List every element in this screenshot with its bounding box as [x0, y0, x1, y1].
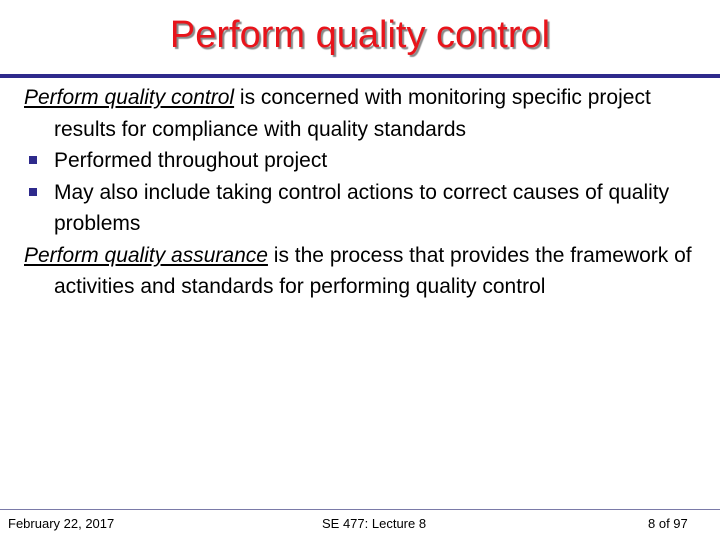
- title-divider: [0, 74, 720, 78]
- bullet-item: [24, 145, 694, 177]
- square-bullet-icon: [29, 156, 37, 164]
- definition-term: Perform quality control: [24, 86, 235, 109]
- definition-paragraph: [24, 82, 694, 145]
- footer-divider: [0, 509, 720, 510]
- footer-date: February 22, 2017: [8, 516, 115, 531]
- bullet-item: [24, 177, 694, 240]
- definition-paragraph: [24, 240, 694, 303]
- definition-text: is concerned with monitoring specific project results for compliance with quality standards: [54, 86, 651, 141]
- bullet-text: May also include taking control actions to correct causes of quality problems: [54, 180, 670, 235]
- slide-title: Perform quality control: [169, 14, 551, 56]
- bullet-text: Performed throughout project: [54, 149, 328, 172]
- square-bullet-icon: [29, 188, 37, 196]
- slide-body: [24, 82, 694, 303]
- footer-page-number: 8 of 97: [648, 516, 688, 531]
- footer-course: SE 477: Lecture 8: [322, 516, 427, 531]
- definition-term: Perform quality assurance: [24, 243, 268, 267]
- definition-text: is the process that provides the framework of activities and standards for performing quality control: [54, 243, 692, 298]
